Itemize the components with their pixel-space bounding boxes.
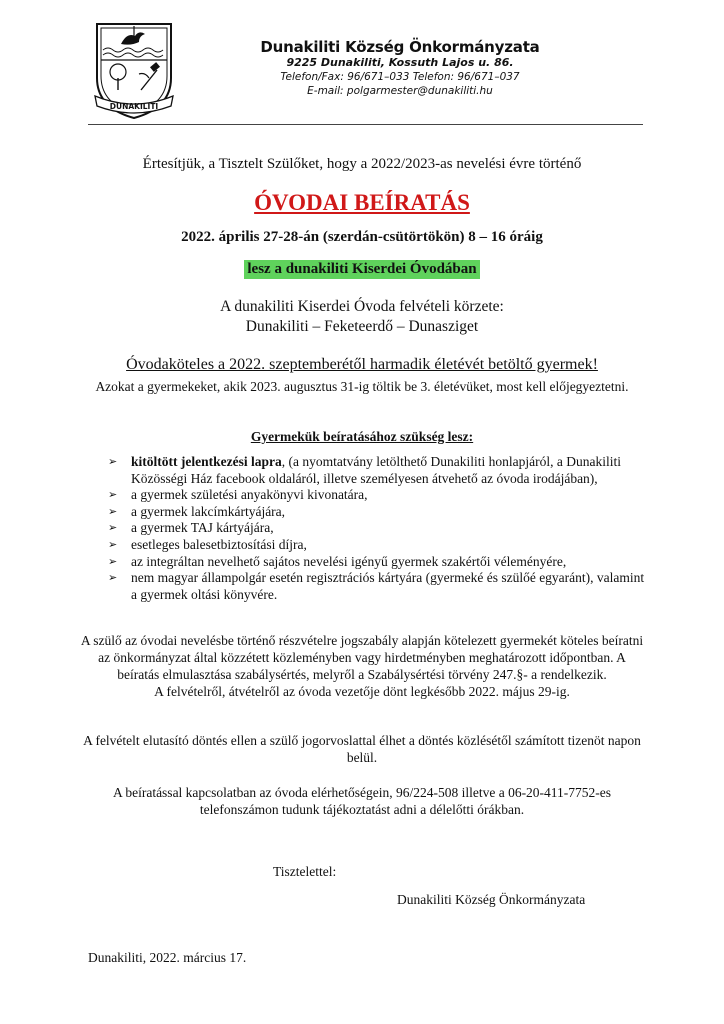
arrow-bullet-icon: ➢: [108, 488, 118, 502]
legal-paragraph-main: A szülő az óvodai nevelésbe történő részvételre jogszabály alapján kötelezett gyermekét köteles beíratni az önkormányzat által közzétett közleményben vagy hirdetményben meghatározott időpontban. A beíratás elmulasztása szabálysértés, melyről a Szabálysértési törvény 247.§- a rendelkezik.: [80, 633, 644, 682]
catchment-area: [60, 297, 664, 337]
obligation-statement: Óvodaköteles a 2022. szeptemberétől harmadik életévét betöltő gyermek!: [126, 356, 598, 373]
list-item: [106, 504, 651, 521]
requirements-list: [106, 454, 651, 603]
arrow-bullet-icon: ➢: [108, 455, 118, 468]
location-wrapper: [60, 260, 664, 279]
intro-text: Értesítjük, a Tisztelt Szülőket, hogy a 2022/2023-as nevelési évre történő: [142, 156, 582, 172]
catchment-area-places: Dunakiliti – Feketeerdő – Dunasziget: [245, 318, 479, 335]
coat-of-arms-logo: [91, 20, 177, 122]
list-item-text: nem magyar állampolgár esetén regisztrációs kártyára (gyermeké és szülőé egyaránt), valamint a gyermek oltási könyvére.: [131, 570, 645, 602]
enrollment-location: lesz a dunakiliti Kiserdei Óvodában: [244, 260, 479, 279]
letterhead: [200, 38, 600, 98]
enrollment-date: 2022. április 27-28-án (szerdán-csütörtökön) 8 – 16 óráig: [181, 229, 543, 245]
obligation-subtext: Azokat a gyermekeket, akik 2023. augusztus 31-ig töltik be 3. életévüket, most kell előjegyeztetni.: [95, 379, 629, 394]
list-item: [106, 520, 651, 537]
catchment-area-heading: A dunakiliti Kiserdei Óvoda felvételi körzete:: [220, 298, 504, 315]
list-item: [106, 454, 651, 487]
list-item-text: az integráltan nevelhető sajátos nevelési igényű gyermek szakértői véleményére,: [131, 553, 567, 569]
list-item: [106, 537, 651, 554]
list-item: [106, 570, 651, 603]
arrow-bullet-icon: ➢: [108, 554, 118, 568]
list-item-text: a gyermek TAJ kártyájára,: [131, 520, 274, 536]
list-item-text: a gyermek születési anyakönyvi kivonatára,: [131, 487, 368, 503]
arrow-bullet-icon: ➢: [108, 571, 118, 585]
requirements-heading: Gyermekük beíratásához szükség lesz:: [250, 429, 474, 444]
arrow-bullet-icon: ➢: [108, 504, 118, 518]
closing-signature: Dunakiliti Község Önkormányzata: [397, 892, 586, 907]
crest-banner-text: DUNAKILITI: [109, 102, 159, 111]
appeal-paragraph: A felvételt elutasító döntés ellen a szülő jogorvoslattal élhet a döntés közlésétől számított tizenöt napon belül.: [83, 733, 641, 765]
closing-greeting: Tisztelettel:: [273, 864, 337, 879]
header-divider: [88, 124, 643, 125]
legal-paragraph: [76, 632, 648, 700]
arrow-bullet-icon: ➢: [108, 537, 118, 551]
list-item: [106, 487, 651, 504]
organization-phone: Telefon/Fax: 96/671–033 Telefon: 96/671–037: [280, 71, 520, 83]
contact-paragraph: A beíratással kapcsolatban az óvoda elérhetőségein, 96/224-508 illetve a 06-20-411-7752-es telefonszámon tudunk tájékoztatást adni a délelőtti órákban.: [112, 785, 612, 817]
legal-paragraph-decision: A felvételről, átvételről az óvoda vezetője dönt legkésőbb 2022. május 29-ig.: [154, 684, 570, 699]
organization-address: 9225 Dunakiliti, Kossuth Lajos u. 86.: [286, 56, 514, 69]
list-item: [106, 554, 651, 571]
list-item-text: a gyermek lakcímkártyájára,: [131, 503, 286, 519]
list-item-text: esetleges balesetbiztosítási díjra,: [131, 536, 307, 552]
list-item-bold: kitöltött jelentkezési lapra: [131, 454, 282, 469]
organization-name: Dunakiliti Község Önkormányzata: [260, 38, 540, 56]
organization-email: E-mail: polgarmester@dunakiliti.hu: [307, 85, 493, 97]
list-item-text: , (a nyomtatvány letölthető Dunakiliti honlapjáról, a Dunakiliti Közösségi Ház facebook oldaláról, illetve személyesen átvehető az óvoda irodájában),: [131, 454, 622, 486]
place-and-date: Dunakiliti, 2022. március 17.: [88, 950, 247, 965]
arrow-bullet-icon: ➢: [108, 521, 118, 535]
notice-title: ÓVODAI BEÍRATÁS: [254, 190, 470, 215]
